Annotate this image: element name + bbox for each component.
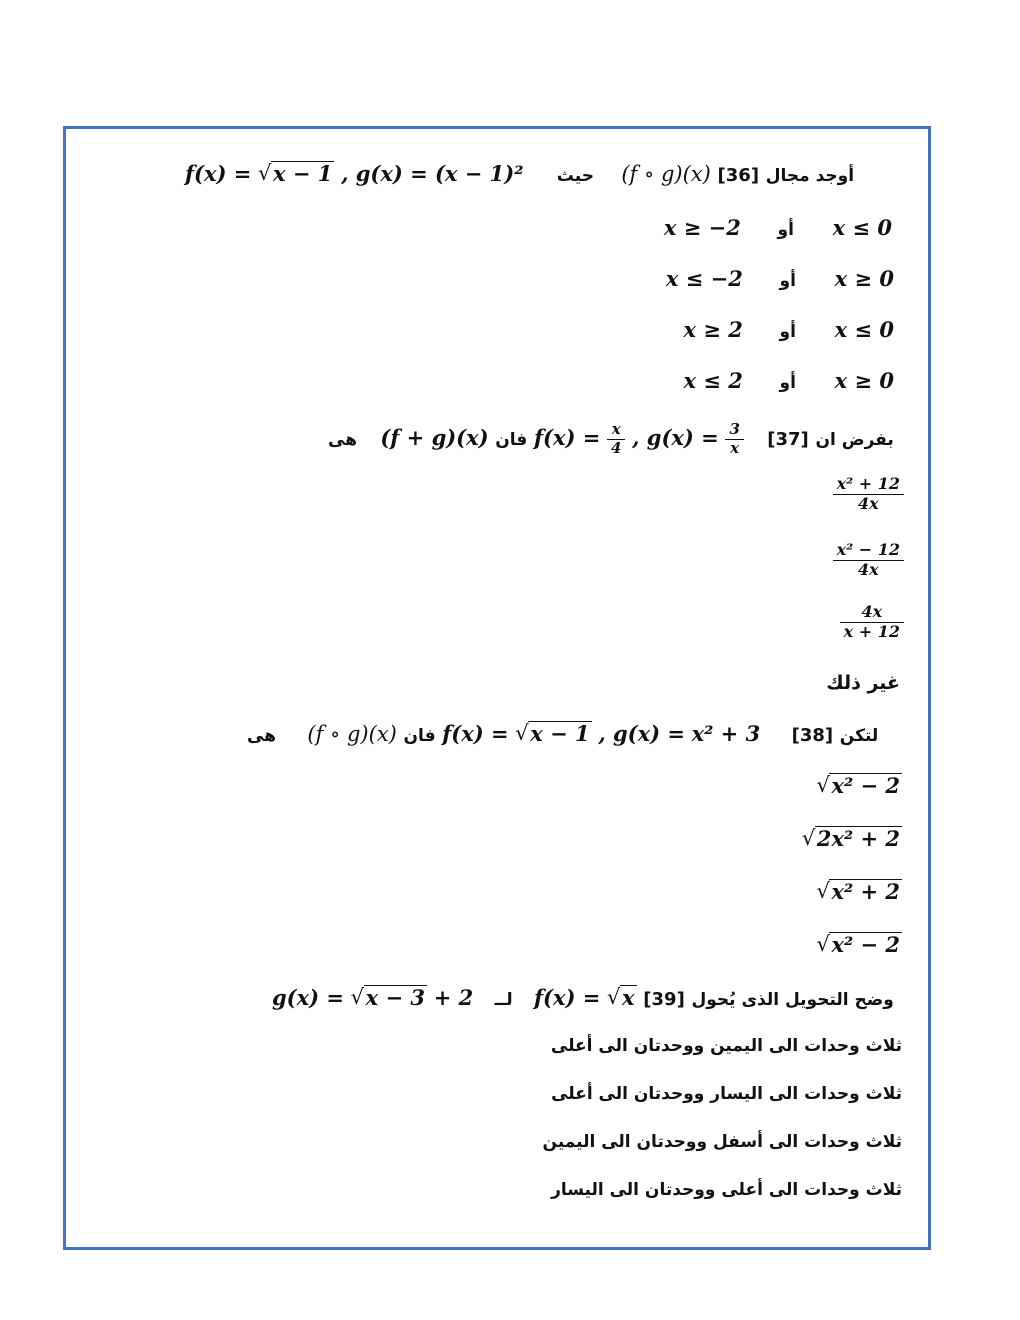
q39-option-4[interactable]: ثلاث وحدات الى أعلى ووحدتان الى اليسار [551, 1180, 902, 1200]
q38-g-lhs: , g(x) = [598, 721, 685, 746]
q38-option-3[interactable]: √ x² + 2 [816, 878, 902, 906]
q37-number: [37] [767, 429, 809, 450]
q39-number: [39] [643, 989, 685, 1010]
q38-target: (f ∘ g)(x) [307, 722, 397, 746]
q37-f-lhs: f(x) = [533, 425, 601, 450]
q39-option-1[interactable]: ثلاث وحدات الى اليمين ووحدتان الى أعلى [550, 1036, 902, 1056]
q36-where: حيث [556, 166, 594, 186]
q39-option-3[interactable]: ثلاث وحدات الى أسفل ووحدتان الى اليمين [542, 1132, 902, 1152]
q39-option-2[interactable]: ثلاث وحدات الى اليسار ووحدتان الى أعلى [551, 1084, 902, 1104]
q37-stem: بفرض ان [815, 430, 894, 450]
q39-g-lhs: g(x) = [272, 985, 344, 1010]
q36-option-2[interactable]: x ≤ −2 أو x ≥ 0 [665, 266, 894, 291]
q37-target: (f + g)(x) [380, 425, 489, 450]
q36-option-4[interactable]: x ≤ 2 أو x ≥ 0 [683, 368, 894, 393]
q36-f-def: f(x) = [185, 161, 252, 186]
q38-then: فان [403, 726, 436, 746]
q37-f-frac: $\frac{x}{4}$ [607, 422, 625, 457]
q39-stem: وضح التحويل الذى يُحول [691, 990, 894, 1010]
q36-stem: أوجد مجال [765, 166, 855, 186]
question-36 [185, 160, 854, 190]
q39-g-sqrt: √ x − 3 [351, 984, 427, 1012]
question-38 [247, 720, 878, 750]
q38-option-4[interactable]: √ x² − 2 [816, 931, 902, 959]
q36-option-1[interactable]: x ≥ −2 أو x ≤ 0 [663, 215, 892, 240]
q38-option-2[interactable]: √ 2x² + 2 [802, 825, 902, 853]
q38-f-lhs: f(x) = [442, 721, 509, 746]
q36-target: (f ∘ g)(x) [621, 162, 711, 186]
q38-f-sqrt: √ x − 1 [515, 720, 591, 748]
q37-g-frac: $\frac{3}{x}$ [725, 422, 743, 457]
q36-option-3[interactable]: x ≥ 2 أو x ≤ 0 [683, 317, 894, 342]
q37-option-3[interactable]: $\frac{4x}{x + 12}$ [840, 604, 904, 641]
q39-f-sqrt: √ x [607, 984, 637, 1012]
q38-number: [38] [791, 725, 834, 746]
q38-stem: لتكن [839, 726, 879, 746]
q37-option-2[interactable]: $\frac{\text{x² − 12}}{4x}$ [833, 542, 904, 579]
q36-f-sqrt: √ x − 1 [258, 160, 334, 188]
q36-g-def: , g(x) = (x − 1)² [341, 161, 524, 186]
q38-option-1[interactable]: √ x² − 2 [816, 772, 902, 800]
question-39 [272, 984, 894, 1014]
q37-option-4[interactable]: غير ذلك [826, 672, 900, 694]
q39-f-lhs: f(x) = [534, 985, 601, 1010]
q38-is: هى [247, 726, 276, 746]
q39-to: لــ [494, 990, 513, 1010]
q37-is: هى [328, 430, 357, 450]
q37-option-1[interactable]: $\frac{\text{x² + 12}}{4x}$ [833, 476, 904, 513]
q36-number: [36] [717, 165, 760, 186]
q39-g-tail: + 2 [433, 985, 474, 1010]
q38-g-def: x² + 3 [691, 721, 761, 746]
question-37 [328, 416, 894, 462]
q37-g-lhs: , g(x) = [632, 425, 719, 450]
q37-then: فان [495, 430, 528, 450]
